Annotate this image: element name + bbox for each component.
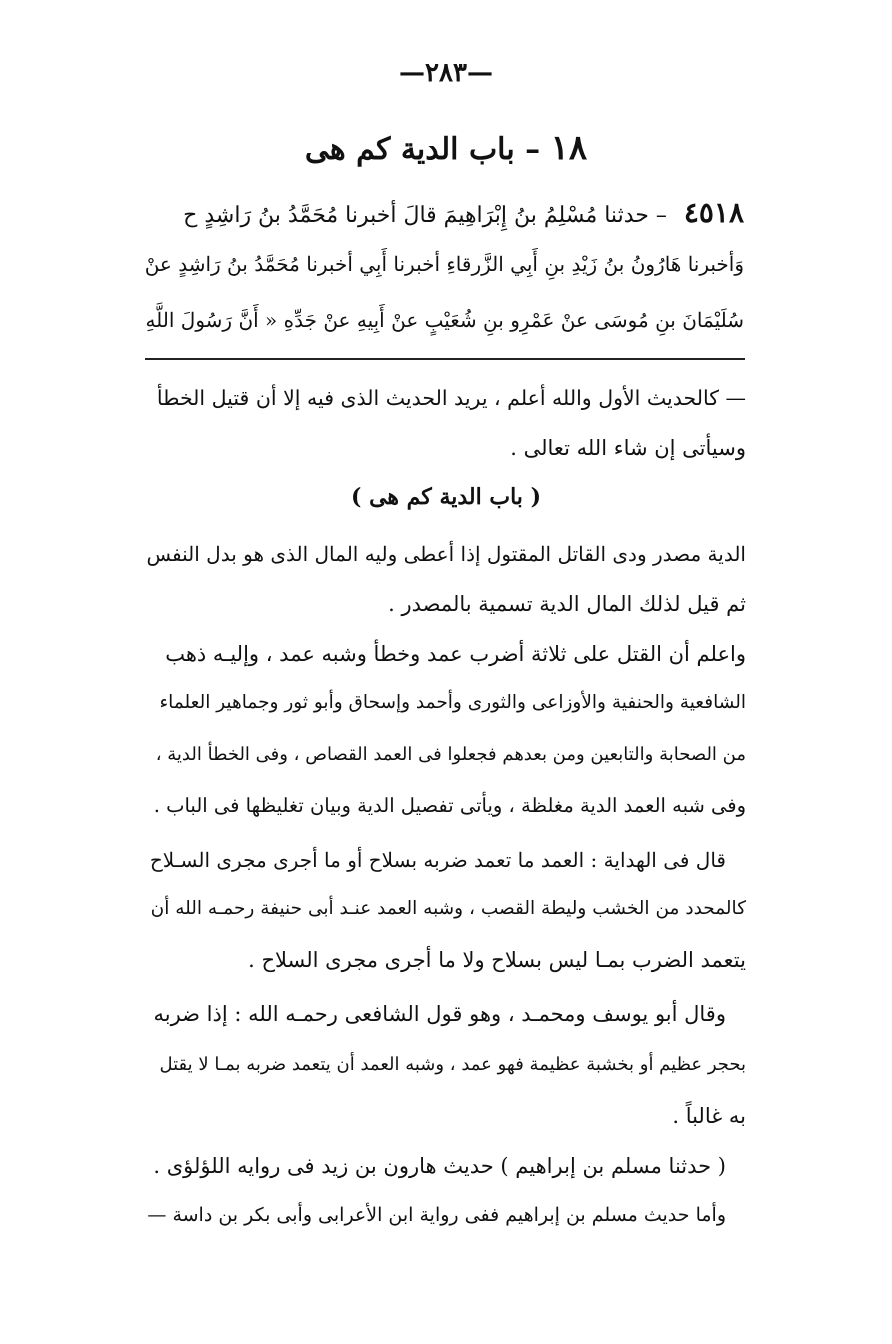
chapter-number: ١٨: [550, 128, 588, 168]
hadith-line: سُلَيْمَانَ بنِ مُوسَى عنْ عَمْرِو بنِ شُعَيْبٍ عنْ أَبِيهِ عنْ جَدِّهِ « أَنَّ رَسُولَ اللَّهِ: [145, 308, 744, 332]
commentary-line: وسيأتى إن شاء الله تعالى .: [510, 436, 746, 460]
commentary-line: من الصحابة والتابعين ومن بعدهم فجعلوا فى العمد القصاص ، وفى الخطأ الدية ،: [155, 744, 746, 765]
commentary-line: — كالحديث الأول والله أعلم ، يريد الحديث الذى فيه إلا أن قتيل الخطأ: [156, 386, 746, 410]
commentary-line: به غالباً .: [672, 1104, 746, 1128]
commentary-line: الشافعية والحنفية والأوزاعى والثورى وأحمد وإسحاق وأبو ثور وجماهير العلماء: [159, 692, 746, 713]
commentary-line: واعلم أن القتل على ثلاثة أضرب عمد وخطأ وشبه عمد ، وإليـه ذهب: [165, 642, 746, 666]
chapter-heading: [0, 128, 892, 168]
separator-rule: [145, 358, 745, 360]
commentary-line: وفى شبه العمد الدية مغلظة ، ويأتى تفصيل الدية وبيان تغليظها فى الباب .: [153, 794, 746, 817]
section-heading: ( باب الدية كم هى ): [351, 484, 541, 510]
hadith-line: وَأخبرنا هَارُونُ بنُ زَيْدِ بنِ أَبِي الزَّرقاءِ أخبرنا أَبِي أخبرنا مُحَمَّدُ بنُ رَاشِدٍ عنْ: [144, 252, 744, 276]
commentary-line: وقال أبو يوسف ومحمـد ، وهو قول الشافعى رحمـه الله : إذا ضربه: [153, 1002, 726, 1026]
page-number: —٢٨٣—: [399, 58, 493, 88]
chapter-title: – باب الدية كم هى: [304, 132, 541, 167]
hadith-number: ٤٥١٨: [683, 196, 744, 229]
commentary-line: الدية مصدر ودى القاتل المقتول إذا أعطى وليه المال الذى هو بدل النفس: [146, 542, 746, 566]
hadith-line: [183, 196, 744, 229]
commentary-line: يتعمد الضرب بمـا ليس بسلاح ولا ما أجرى مجرى السلاح .: [248, 948, 746, 972]
commentary-line: ثم قيل لذلك المال الدية تسمية بالمصدر .: [388, 592, 746, 616]
hadith-text: – حدثنا مُسْلِمُ بنُ إِبْرَاهِيمَ قالَ أخبرنا مُحَمَّدُ بنُ رَاشِدٍ ح: [183, 203, 667, 228]
commentary-line: قال فى الهداية : العمد ما تعمد ضربه بسلاح أو ما أجرى مجرى السـلاح: [149, 848, 726, 872]
commentary-line: بحجر عظيم أو بخشبة عظيمة فهو عمد ، وشبه العمد أن يتعمد ضربه بمـا لا يقتل: [159, 1054, 746, 1075]
commentary-line: ( حدثنا مسلم بن إبراهيم ) حديث هارون بن زيد فى روايه اللؤلؤى .: [153, 1154, 726, 1178]
commentary-line: وأما حديث مسلم بن إبراهيم ففى رواية ابن الأعرابى وأبى بكر بن داسة —: [147, 1204, 726, 1226]
commentary-line: كالمحدد من الخشب وليطة القصب ، وشبه العمد عنـد أبى حنيفة رحمـه الله أن: [150, 898, 746, 919]
